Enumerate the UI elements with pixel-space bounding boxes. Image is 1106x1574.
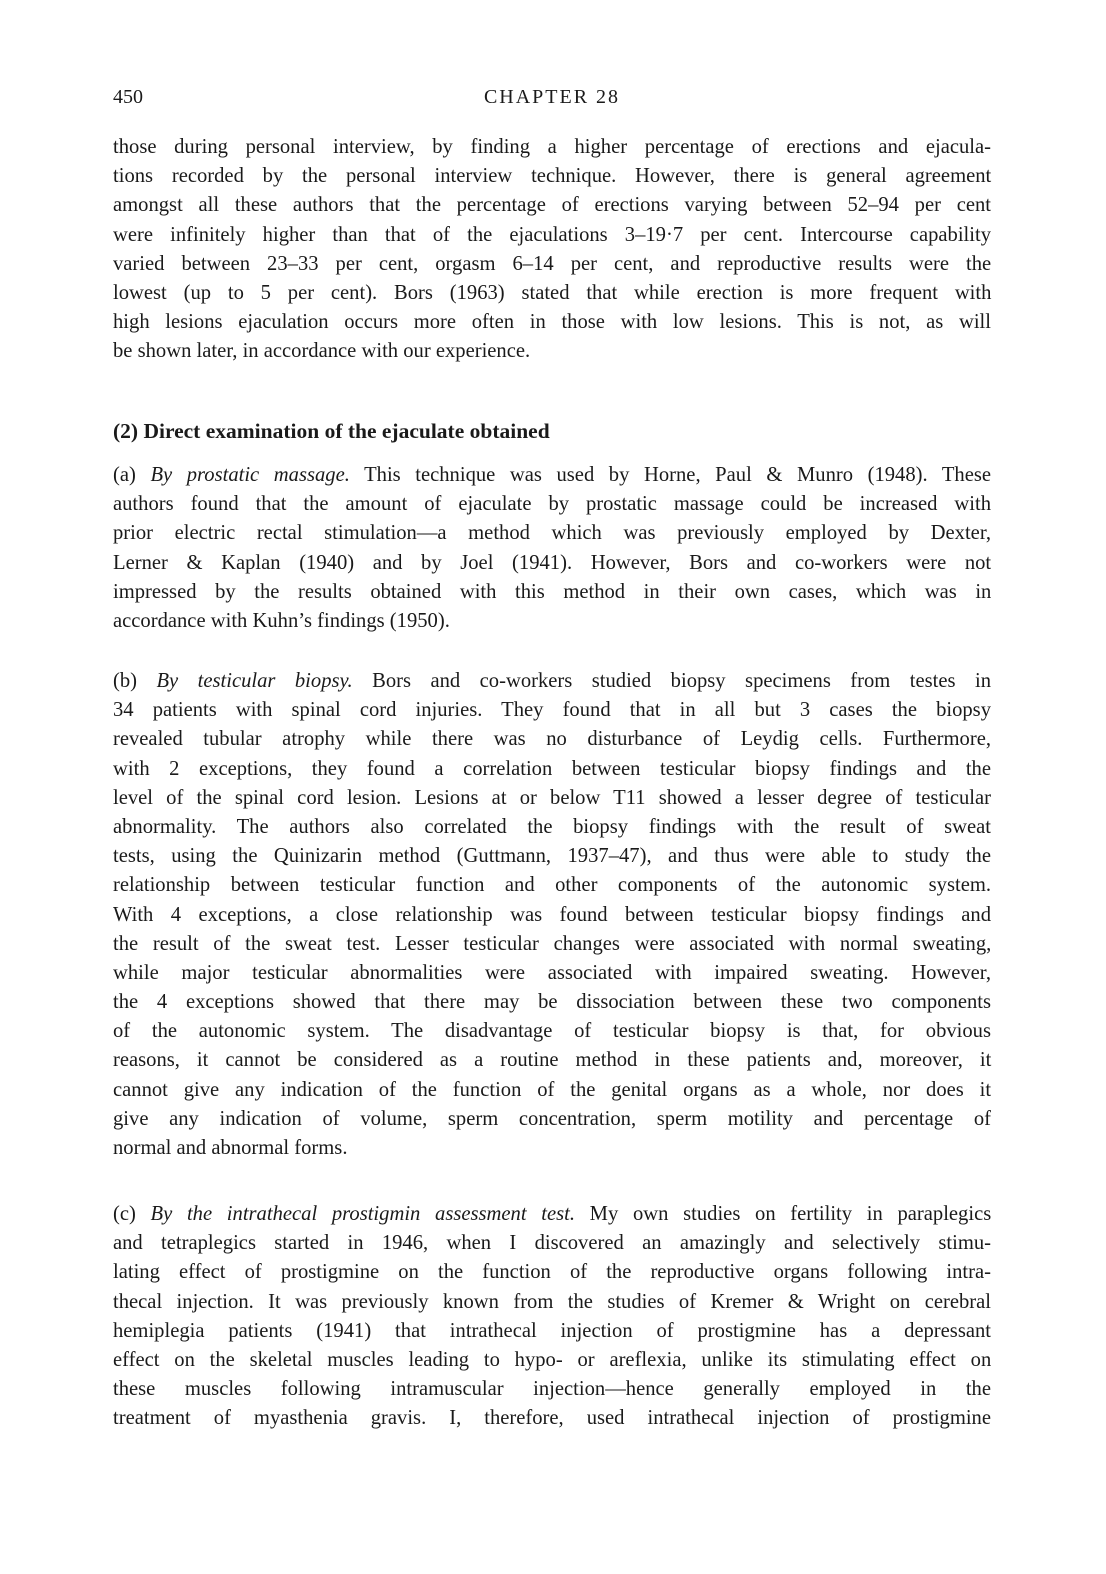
text-line: With 4 exceptions, a close relationship was found between testicular biopsy findings and [113, 903, 991, 926]
subsection-title: By prostatic massage. [150, 464, 350, 486]
paragraph-prostigmin-test [113, 1200, 991, 1434]
text-line: authors found that the amount of ejaculate by prostatic massage could be increased with [113, 493, 991, 516]
text-line: lating effect of prostigmine on the function of the reproductive organs following intra- [113, 1261, 991, 1284]
paragraph-label: (b) [113, 670, 157, 692]
running-header [113, 86, 991, 112]
paragraph-label: (c) [113, 1203, 151, 1225]
text-line: with 2 exceptions, they found a correlation between testicular biopsy findings and the [113, 757, 991, 780]
text-line: be shown later, in accordance with our experience. [113, 340, 531, 363]
text-line: varied between 23–33 per cent, orgasm 6–14 per cent, and reproductive results were the [113, 252, 992, 275]
text-line: high lesions ejaculation occurs more often in those with low lesions. This is not, as will [113, 311, 991, 334]
text-line-first [113, 667, 991, 696]
text-line: these muscles following intramuscular injection—hence generally employed in the [113, 1378, 991, 1401]
text-line: revealed tubular atrophy while there was no disturbance of Leydig cells. Furthermore, [113, 728, 991, 751]
text-line: relationship between testicular function and other components of the autonomic system. [113, 874, 991, 897]
section-heading-block [113, 416, 991, 446]
text-line: impressed by the results obtained with this method in their own cases, which was in [113, 580, 992, 603]
text-line: lowest (up to 5 per cent). Bors (1963) stated that while erection is more frequent with [113, 281, 992, 304]
text-line: treatment of myasthenia gravis. I, therefore, used intrathecal injection of prostigmine [113, 1407, 991, 1430]
text-line: amongst all these authors that the percentage of erections varying between 52–94 per cent [113, 194, 991, 217]
text-line: give any indication of volume, sperm concentration, sperm motility and percentage of [113, 1107, 991, 1130]
chapter-title: CHAPTER 28 [483, 86, 621, 108]
section-heading: (2) Direct examination of the ejaculate obtained [113, 419, 550, 443]
text-line: the 4 exceptions showed that there may be dissociation between these two components [113, 991, 991, 1014]
text-run: My own studies on fertility in paraplegics [575, 1203, 992, 1225]
text-line: reasons, it cannot be considered as a routine method in these patients and, moreover, it [113, 1049, 992, 1072]
text-line: Lerner & Kaplan (1940) and by Joel (1941). However, Bors and co-workers were not [113, 551, 992, 574]
text-run: Bors and co-workers studied biopsy specimens from testes in [352, 670, 991, 692]
text-run: This technique was used by Horne, Paul & Munro (1948). These [349, 464, 992, 486]
text-line-first [113, 1200, 991, 1229]
text-line: those during personal interview, by finding a higher percentage of erections and ejacula- [113, 136, 991, 158]
text-line: prior electric rectal stimulation—a method which was previously employed by Dexter, [113, 522, 991, 545]
text-line: effect on the skeletal muscles leading to hypo- or areflexia, unlike its stimulating effect on [113, 1348, 992, 1371]
subsection-title: By the intrathecal prostigmin assessment test. [150, 1203, 575, 1225]
text-line: hemiplegia patients (1941) that intrathecal injection of prostigmine has a depressant [113, 1319, 991, 1342]
text-line: the result of the sweat test. Lesser testicular changes were associated with normal sweating, [113, 932, 992, 955]
text-line: 34 patients with spinal cord injuries. They found that in all but 3 cases the biopsy [113, 699, 991, 722]
text-line: tions recorded by the personal interview technique. However, there is general agreement [113, 165, 992, 188]
paragraph-prostatic-massage [113, 461, 991, 636]
text-line: while major testicular abnormalities were associated with impaired sweating. However, [113, 961, 991, 984]
text-line: cannot give any indication of the function of the genital organs as a whole, nor does it [113, 1078, 992, 1101]
paragraph-testicular-biopsy [113, 667, 991, 1163]
text-line: were infinitely higher than that of the ejaculations 3–19·7 per cent. Intercourse capability [113, 223, 991, 246]
text-line: of the autonomic system. The disadvantage of testicular biopsy is that, for obvious [113, 1020, 991, 1043]
text-line: abnormality. The authors also correlated the biopsy findings with the result of sweat [113, 815, 991, 838]
text-line-first [113, 461, 991, 490]
paragraph-label: (a) [113, 464, 151, 486]
intro-paragraph [113, 133, 991, 367]
subsection-title: By testicular biopsy. [156, 670, 353, 692]
text-line: thecal injection. It was previously known from the studies of Kremer & Wright on cerebral [113, 1290, 991, 1313]
text-line: and tetraplegics started in 1946, when I discovered an amazingly and selectively stimu- [113, 1232, 991, 1255]
text-line: tests, using the Quinizarin method (Guttmann, 1937–47), and thus were able to study the [113, 845, 991, 868]
text-line: level of the spinal cord lesion. Lesions at or below T11 showed a lesser degree of testicular [113, 786, 991, 809]
text-line: accordance with Kuhn’s findings (1950). [113, 609, 450, 632]
text-line: normal and abnormal forms. [113, 1137, 348, 1159]
page-number: 450 [113, 86, 143, 108]
